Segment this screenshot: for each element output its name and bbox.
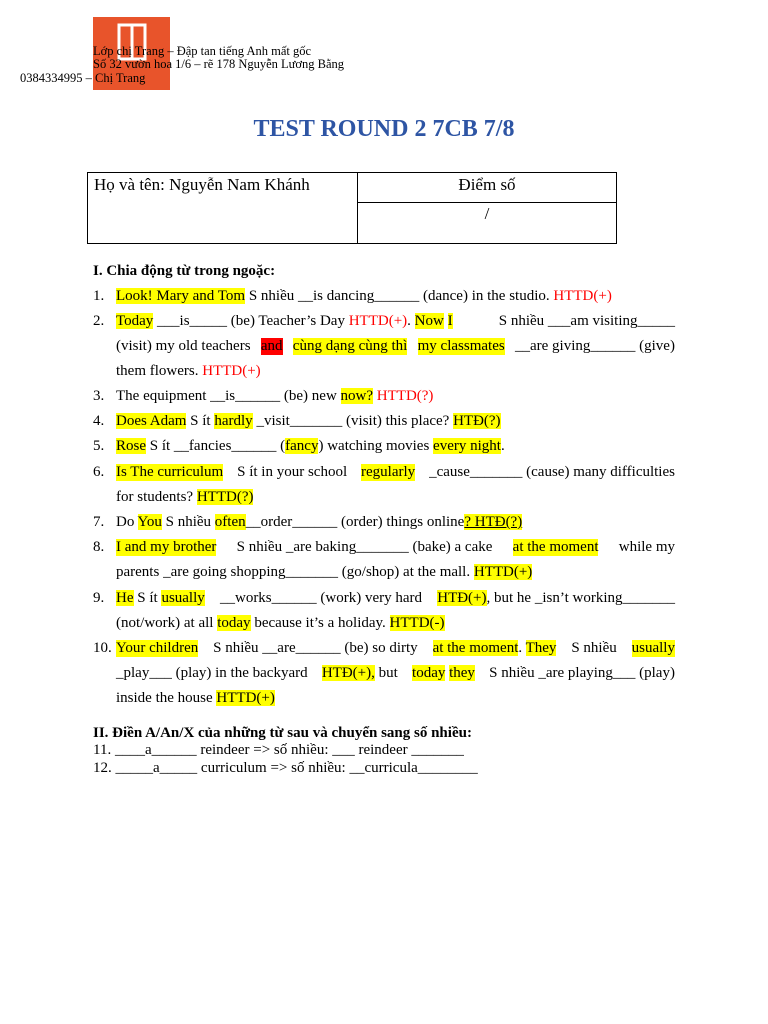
question-text: them flowers. — [116, 363, 203, 379]
highlight-subject: my classmates — [417, 338, 505, 354]
highlight-tense-note: HTĐ(+) — [437, 590, 487, 606]
highlight-subject: I — [447, 313, 453, 329]
highlight-tense-note: ? HTĐ(?) — [464, 514, 523, 530]
highlight-subject: They — [525, 640, 557, 656]
question-text: but — [374, 665, 398, 681]
question-text: __works______ (work) very hard — [219, 590, 423, 606]
highlight-adverb: hardly — [214, 413, 253, 429]
question-11: 11. ____a______ reindeer => số nhiều: ___ reindeer _______ — [93, 742, 464, 758]
highlight-subject: Your children — [116, 640, 199, 656]
section-2-heading: II. Điền A/An/X của những từ sau và chuyển sang số nhiều: — [93, 725, 472, 741]
question-number: 5. — [93, 438, 105, 454]
student-name: Họ và tên: Nguyễn Nam Khánh — [88, 173, 358, 244]
score-label: Điểm số — [358, 173, 617, 203]
question-number: 8. — [93, 539, 105, 555]
question-number: 7. — [93, 514, 105, 530]
question-number: 6. — [93, 464, 105, 480]
question-number: 2. — [93, 313, 105, 329]
highlight-subject: I and my brother — [116, 539, 217, 555]
highlight-time: Now — [414, 313, 444, 329]
highlight-adverb: often — [214, 514, 246, 530]
highlight-red-word: and — [260, 338, 283, 354]
question-text: S ít in your school — [237, 464, 348, 480]
question-text: S nhiều — [161, 514, 215, 530]
highlight-time: today — [217, 615, 251, 631]
question-text: parents _are going shopping_______ (go/shop) at the mall. — [116, 564, 474, 580]
score-value: / — [358, 203, 617, 244]
question-number: 3. — [93, 388, 105, 404]
question-text: . — [500, 438, 505, 454]
question-text: S ít — [186, 413, 215, 429]
header-line-1: Lớp chị Trang – Đập tan tiếng Anh mất gốc — [93, 44, 312, 58]
highlight-tense-note: HTTD(-) — [389, 615, 445, 631]
question-text: S nhiều __are______ (be) so dirty — [213, 640, 418, 656]
page-title: TEST ROUND 2 7CB 7/8 — [253, 116, 515, 142]
highlight-subject: Look! Mary and Tom — [116, 288, 246, 304]
highlight-subject: He — [116, 590, 134, 606]
question-text: because it’s a holiday. — [250, 615, 390, 631]
question-text: _play___ (play) in the backyard — [116, 665, 308, 681]
question-text: while my — [618, 539, 675, 555]
question-number: 9. — [93, 590, 105, 606]
question-text: The equipment __is______ (be) new — [116, 388, 341, 404]
question-text: (visit) my old teachers — [116, 338, 251, 354]
question-text: S ít __fancies______ ( — [146, 438, 286, 454]
question-text: ) watching movies — [318, 438, 434, 454]
highlight-time: every night — [433, 438, 501, 454]
header-line-3: 0384334995 – Chị Trang — [20, 71, 146, 85]
question-text: S nhiều __is dancing______ (dance) in the studio. — [245, 288, 554, 304]
highlight-adverb: usually — [161, 590, 205, 606]
question-text: __order______ (order) things online — [245, 514, 465, 530]
tense-note: HTTD(?) — [376, 388, 434, 404]
highlight-tense-note: HTĐ(+), — [321, 665, 375, 681]
header-line-2: Số 32 vườn hoa 1/6 – rẽ 178 Nguyễn Lương Bằng — [93, 57, 345, 71]
highlight-verb: fancy — [285, 438, 319, 454]
question-text: S nhiều _are playing___ (play) — [489, 665, 675, 681]
question-text: , but he _isn’t working_______ — [486, 590, 675, 606]
question-number: 4. — [93, 413, 105, 429]
highlight-subject: they — [449, 665, 475, 681]
question-text: S ít — [133, 590, 162, 606]
question-text: S nhiều _are baking_______ (bake) a cake — [236, 539, 493, 555]
tense-note: HTTD(+) — [553, 288, 612, 304]
question-number: 1. — [93, 288, 105, 304]
question-text: __are giving______ (give) — [514, 338, 675, 354]
highlight-tense-note: HTĐ(?) — [453, 413, 501, 429]
question-text: . — [407, 313, 415, 329]
question-text: S nhiều ___am visiting_____ — [498, 313, 675, 329]
tense-note: HTTD(+) — [348, 313, 408, 329]
question-12: 12. _____a_____ curriculum => số nhiều: __curricula________ — [93, 760, 478, 776]
highlight-time: now? — [340, 388, 374, 404]
highlight-note: cùng dạng cùng thì — [292, 338, 408, 354]
question-text: . — [518, 640, 526, 656]
question-text: inside the house — [116, 690, 217, 706]
highlight-time: Today — [116, 313, 154, 329]
question-number: 10. — [93, 640, 112, 656]
highlight-tense-note: HTTD(?) — [196, 489, 254, 505]
highlight-tense-note: HTTD(+) — [473, 564, 533, 580]
section-1-heading: I. Chia động từ trong ngoặc: — [93, 263, 276, 279]
question-text: (not/work) at all — [116, 615, 218, 631]
highlight-time: at the moment — [432, 640, 519, 656]
highlight-subject: You — [137, 514, 162, 530]
question-text: _cause_______ (cause) many difficulties — [429, 464, 675, 480]
tense-note: HTTD(+) — [202, 363, 261, 379]
question-text: for students? — [116, 489, 197, 505]
question-text: S nhiều — [571, 640, 617, 656]
highlight-time: at the moment — [512, 539, 599, 555]
highlight-subject: Rose — [116, 438, 146, 454]
highlight-adverb: usually — [631, 640, 675, 656]
highlight-time: today — [412, 665, 446, 681]
highlight-tense-note: HTTD(+) — [216, 690, 275, 706]
highlight-adverb: regularly — [361, 464, 416, 480]
question-text: _visit_______ (visit) this place? — [252, 413, 454, 429]
student-info-table — [87, 172, 617, 244]
highlight-subject: Is The curriculum — [116, 464, 224, 480]
question-text: Do — [116, 514, 138, 530]
highlight-subject: Does Adam — [116, 413, 187, 429]
question-text: ___is_____ (be) Teacher’s Day — [153, 313, 349, 329]
